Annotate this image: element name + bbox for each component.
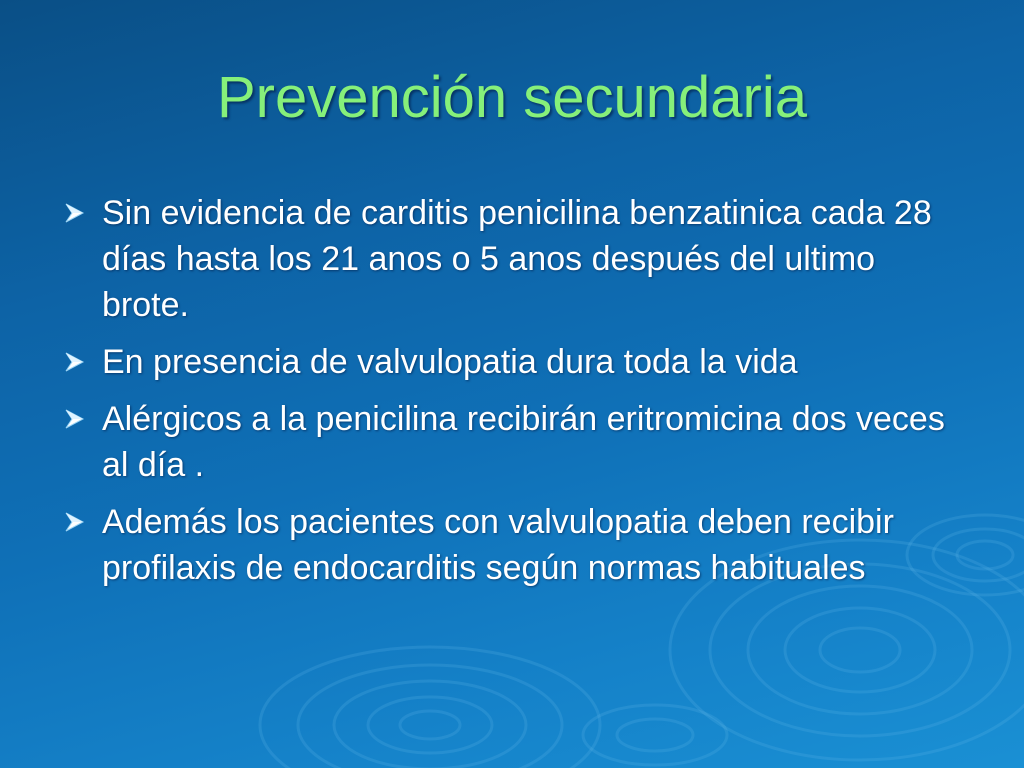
arrowhead-icon	[64, 352, 86, 372]
bullet-item	[62, 190, 962, 328]
arrowhead-icon	[64, 409, 86, 429]
bullet-item	[62, 339, 962, 385]
bullet-list	[62, 190, 962, 602]
slide-title: Prevención secundaria	[216, 65, 808, 130]
arrowhead-icon	[64, 203, 86, 223]
bullet-item	[62, 499, 962, 591]
bullet-text: Alérgicos a la penicilina recibirán eritromicina dos veces al día .	[102, 400, 945, 484]
bullet-text: Además los pacientes con valvulopatia deben recibir profilaxis de endocarditis según normas habituales	[102, 503, 894, 587]
arrowhead-icon	[64, 512, 86, 532]
bullet-text: Sin evidencia de carditis penicilina benzatinica cada 28 días hasta los 21 anos o 5 anos después del ultimo brote.	[102, 194, 932, 324]
bullet-item	[62, 396, 962, 488]
bullet-text: En presencia de valvulopatia dura toda la vida	[102, 343, 798, 381]
